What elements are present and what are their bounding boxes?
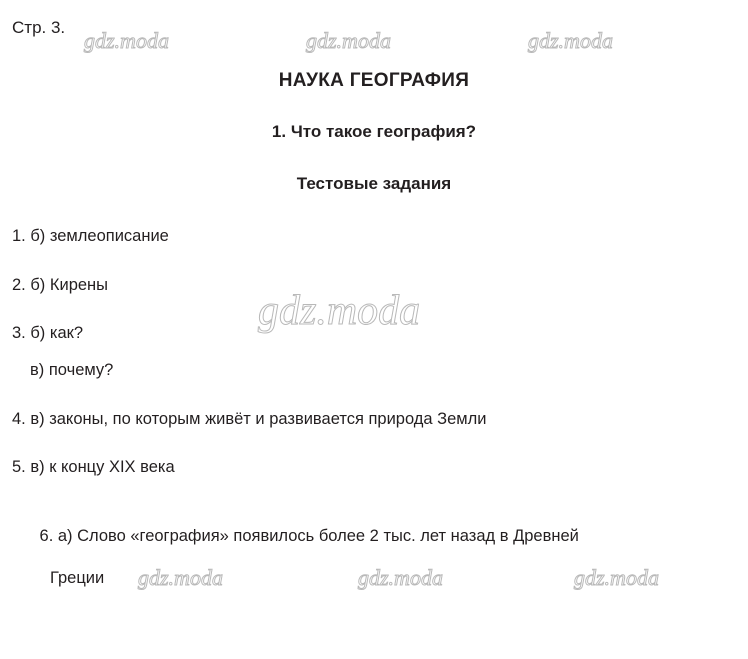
watermark-bottom-left: gdz.moda — [138, 565, 223, 590]
watermark-top-right: gdz.moda — [528, 28, 613, 53]
answer-text: 6. а) Слово «география» появилось более 2 тыс. лет назад в Древней — [39, 527, 579, 546]
answer-item — [12, 506, 692, 630]
subsection-heading: Тестовые задания — [296, 174, 452, 193]
answer-item-sub: в) почему? — [30, 360, 114, 379]
answer-item: 3. б) как? — [12, 324, 84, 343]
section-heading: 1. Что такое география? — [271, 122, 477, 141]
watermark-top-left: gdz.moda — [84, 28, 169, 53]
answer-item: 4. в) законы, по которым живёт и развивается природа Земли — [12, 409, 487, 428]
watermark-center: gdz.moda — [258, 288, 421, 334]
watermark-bottom-center: gdz.moda — [358, 565, 443, 590]
document-title: НАУКА ГЕОГРАФИЯ — [278, 70, 470, 91]
answer-item: 2. б) Кирены — [12, 275, 109, 294]
answer-item: 5. в) к концу XIX века — [12, 458, 175, 477]
watermark-top-center: gdz.moda — [306, 28, 391, 53]
answer-item: 1. б) землеописание — [12, 227, 169, 245]
answers-list — [12, 226, 712, 630]
answer-text-continuation: Греции — [50, 568, 105, 587]
watermark-bottom-right: gdz.moda — [574, 565, 659, 590]
page-number-label: Стр. 3. — [12, 18, 66, 37]
